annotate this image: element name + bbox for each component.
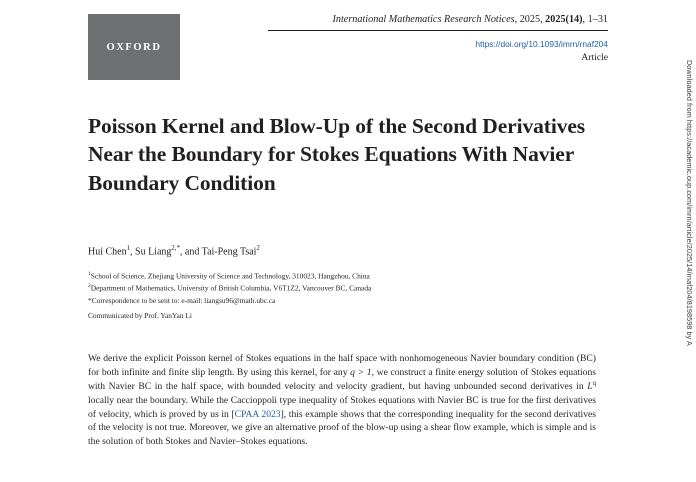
abstract-part-4: ], this example shows that the corresponding inequality for the second derivatives of the velocity is not true. Moreover, we give an alternative proof of the blow-up using a shear flow example, which is simple and is the solution of both Stokes and Navier–Stokes equations. bbox=[88, 408, 596, 447]
author-1: Hui Chen bbox=[88, 246, 127, 258]
article-type-label: Article bbox=[581, 52, 608, 63]
affiliation-2-text: Department of Mathematics, University of British Columbia, V6T1Z2, Vancouver BC, Canada bbox=[90, 283, 372, 293]
abstract-space-symbol: L bbox=[587, 381, 593, 393]
correspondence-note: *Correspondence to be sent to: e-mail: liangsu96@math.ubc.ca bbox=[88, 295, 276, 305]
abstract-condition: q > 1 bbox=[350, 366, 372, 378]
affiliation-1-text: School of Science, Zhejiang University of Science and Technology, 310023, Hangzhou, China bbox=[90, 271, 370, 281]
page-title: Poisson Kernel and Blow-Up of the Second Derivatives Near the Boundary for Stokes Equations With Navier Boundary Condition bbox=[88, 114, 586, 195]
journal-volume-issue: 2025(14) bbox=[545, 14, 583, 25]
author-3-affil-marker: 2 bbox=[256, 245, 260, 252]
author-2-affil-marker: 2,* bbox=[171, 245, 180, 252]
affiliation-1 bbox=[88, 270, 596, 282]
download-watermark: Downloaded from https://academic.oup.com/imrn/article/2025/14/rnaf204/8198598 by A bbox=[685, 60, 694, 346]
abstract-citation-link[interactable]: CPAA 2023 bbox=[234, 408, 281, 420]
affiliation-1-marker: 1 bbox=[88, 271, 91, 277]
abstract-text bbox=[88, 352, 596, 448]
journal-pages: , 1–31 bbox=[582, 14, 608, 25]
communicated-by-note: Communicated by Prof. YanYan Li bbox=[88, 311, 192, 321]
abstract-part-1: We derive the explicit Poisson kernel of Stokes equations in the half space with nonhomogeneous Navier boundary condition (BC) for both infinite and finite slip length. By using this kernel, for any bbox=[88, 353, 596, 378]
paper-header bbox=[88, 14, 608, 80]
author-list bbox=[88, 245, 596, 257]
oxford-logo bbox=[88, 14, 180, 80]
abstract-part-3: locally near the boundary. While the Caccioppoli type inequality of Stokes equations with Navier BC is true for the first derivatives of velocity, which is proved by us in [ bbox=[88, 395, 596, 420]
affiliation-2-marker: 2 bbox=[88, 282, 91, 289]
header-right bbox=[268, 14, 608, 63]
author-separator-1: , Su Liang bbox=[130, 246, 172, 258]
abstract-part-2: , we construct a finite energy solution of Stokes equations with Navier BC in the half space, with bounded velocity and velocity gradient, but having unbounded second derivatives in bbox=[88, 366, 596, 393]
journal-year: , 2025, bbox=[514, 14, 546, 25]
oxford-logo-text: OXFORD bbox=[106, 41, 162, 53]
header-divider bbox=[268, 30, 608, 31]
journal-name: International Mathematics Research Notices bbox=[332, 14, 515, 25]
abstract-space-exponent: q bbox=[592, 380, 596, 388]
affiliation-2 bbox=[88, 282, 596, 294]
affiliations-block bbox=[88, 270, 596, 322]
author-3: , and Tai-Peng Tsai bbox=[179, 246, 257, 258]
doi-link[interactable]: https://doi.org/10.1093/imrn/rnaf204 bbox=[475, 39, 608, 49]
journal-citation-line bbox=[268, 14, 608, 29]
author-1-affil-marker: 1 bbox=[126, 245, 131, 252]
